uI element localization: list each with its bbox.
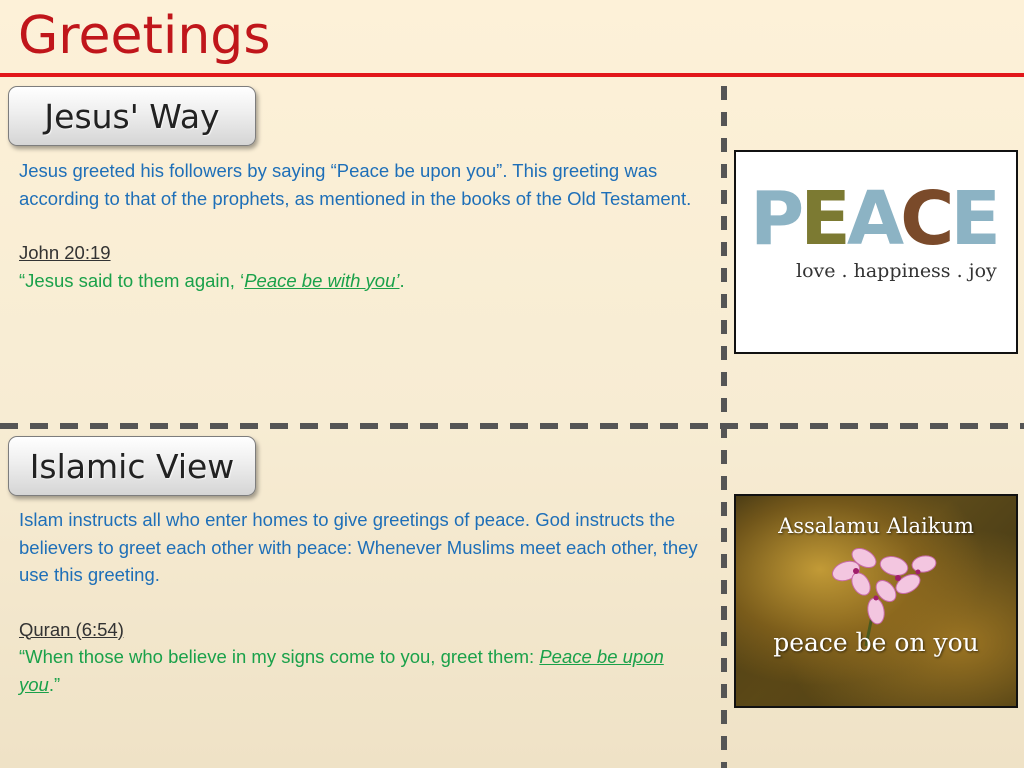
peace-word-art: PEACE [750, 176, 997, 262]
islam-body-text: Islam instructs all who enter homes to give greetings of peace. God instructs the believers to greet each other with peace: Whenever Muslims meet each other, they use this greeting. [19, 509, 698, 585]
jesus-quote: “Jesus said to them again, ‘Peace be with you’. [19, 269, 405, 291]
jesus-way-button[interactable]: Jesus' Way [8, 86, 256, 146]
slide-title: Greetings [18, 6, 271, 66]
salaam-caption: peace be on you [773, 628, 979, 657]
islam-section-text [19, 506, 699, 698]
islamic-view-button[interactable]: Islamic View [8, 436, 256, 496]
islam-quote: “When those who believe in my signs come to you, greet them: Peace be upon you.” [19, 646, 664, 695]
islam-quote-emphasis: Peace be upon you [19, 646, 664, 695]
jesus-section-text [19, 157, 699, 294]
quran-reference-link[interactable]: Quran (6:54) [19, 618, 124, 640]
peace-image [734, 150, 1018, 354]
salaam-heading: Assalamu Alaikum [778, 514, 974, 538]
salaam-image [734, 494, 1018, 708]
john-reference-link[interactable]: John 20:19 [19, 242, 111, 263]
title-divider [0, 73, 1024, 77]
peace-subtitle: love . happiness . joy [796, 260, 997, 282]
jesus-quote-emphasis: Peace be with you’ [244, 269, 400, 291]
jesus-body-text: Jesus greeted his followers by saying “Peace be upon you”. This greeting was according to that of the prophets, as mentioned in the books of the Old Testament. [19, 160, 692, 209]
horizontal-dashed-divider [0, 423, 1024, 429]
